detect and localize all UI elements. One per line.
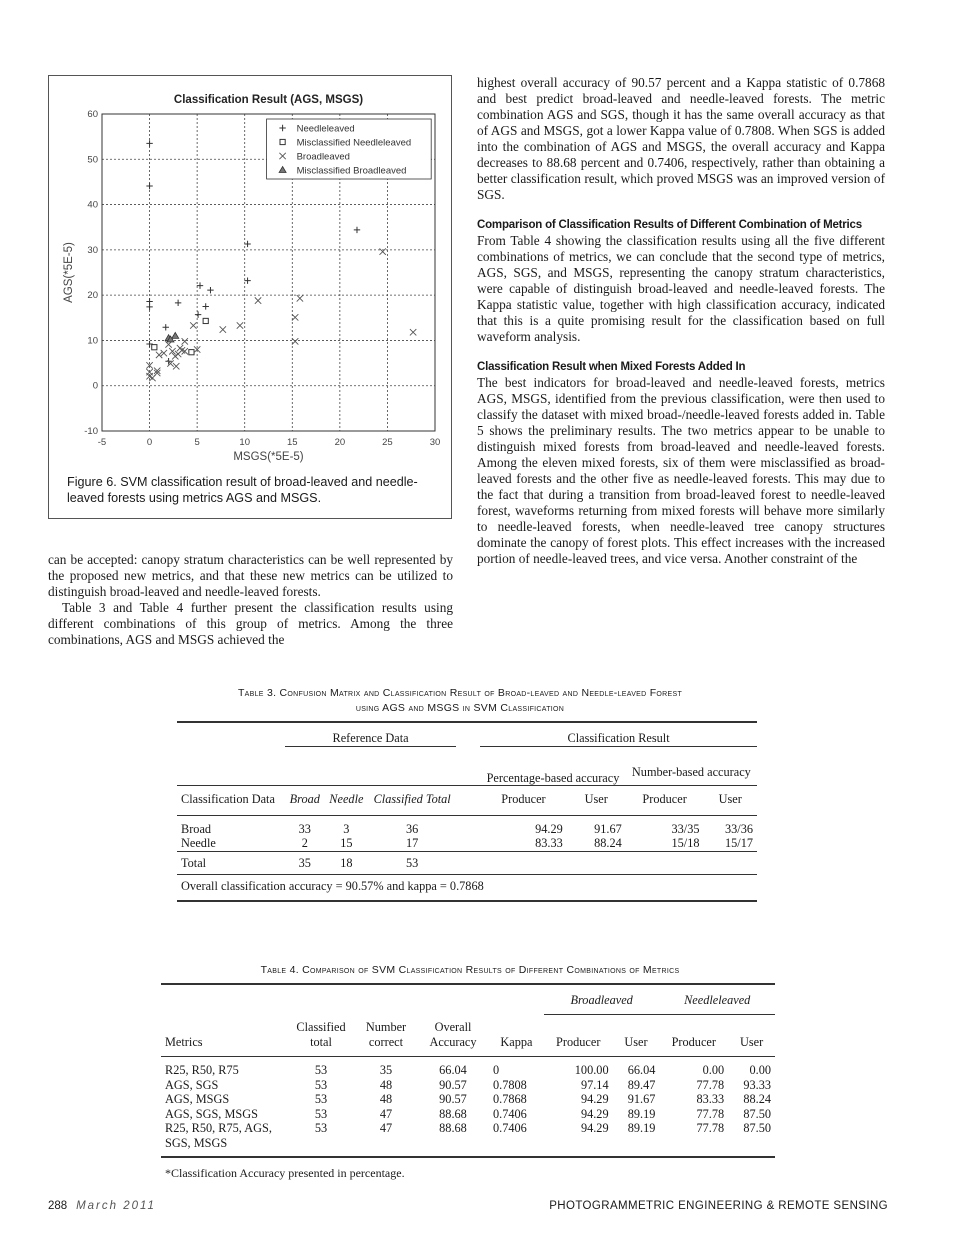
- data-point-needleleaved: [146, 304, 152, 310]
- table4-caption: Table 4. Comparison of SVM Classification Results of Different Combinations of Metrics: [260, 964, 680, 976]
- table-cell: 83.33: [696, 1092, 725, 1106]
- spacer: [456, 786, 480, 816]
- column-header: User: [624, 1034, 648, 1049]
- table-cell: 90.57: [439, 1092, 467, 1106]
- legend-label: Broadleaved: [296, 151, 350, 163]
- table-cell: 53: [314, 1106, 328, 1121]
- table-cell: 100.00: [574, 1063, 609, 1077]
- table-row: [161, 1078, 775, 1093]
- column-header: User: [584, 792, 608, 806]
- data-point-needleleaved: [163, 324, 169, 330]
- column-header: Overall Accuracy: [429, 1020, 477, 1049]
- table-subheader-row: [177, 746, 757, 786]
- table-cell: AGS, MSGS: [165, 1092, 230, 1106]
- table-cell: 53: [406, 855, 419, 870]
- scatter-plot: [49, 76, 451, 471]
- data-point-misclassified-needleleaved: [189, 350, 194, 355]
- table3: [177, 721, 757, 902]
- y-tick-label: 40: [87, 199, 98, 211]
- table-cell: 36: [406, 821, 419, 836]
- table-cell: 0.00: [749, 1063, 771, 1077]
- column-header: User: [739, 1034, 764, 1049]
- x-tick-label: 30: [429, 437, 441, 448]
- y-tick-label: 30: [87, 244, 98, 256]
- column-header: Kappa: [500, 1034, 533, 1049]
- table-cell: 53: [314, 1092, 328, 1106]
- x-tick-label: 25: [382, 437, 393, 448]
- spacer: [177, 746, 285, 786]
- table-cell: 0.7868: [493, 1092, 527, 1106]
- column-header: Producer: [556, 1034, 601, 1049]
- group-header-reference: Reference Data: [332, 731, 409, 745]
- figure-label: Figure 6.: [67, 475, 117, 489]
- table-cell: 53: [314, 1121, 328, 1135]
- figure-6: [48, 75, 452, 519]
- table-cell: 53: [314, 1077, 328, 1092]
- table-row: [177, 836, 757, 851]
- data-point-broadleaved: [237, 322, 243, 328]
- table-row: [161, 1121, 775, 1157]
- table-cell: 48: [379, 1077, 393, 1092]
- table-footnote: *Classification Accuracy presented in percentage.: [165, 1166, 405, 1180]
- paragraph: can be accepted: canopy stratum characteristics can be well represented by the proposed new metrics, and that these new metrics can be utilized to distinguish broad-leaved and needle-leaved forests.: [48, 552, 453, 599]
- issue-date: March 2011: [76, 1200, 156, 1212]
- table-cell: 15: [340, 836, 353, 850]
- y-axis-label: AGS(*5E-5): [63, 242, 75, 303]
- spacer: [456, 815, 480, 836]
- spacer: [161, 984, 544, 1014]
- column-header: Producer: [642, 792, 687, 806]
- table-cell: 87.50: [743, 1121, 771, 1135]
- column-header: User: [718, 792, 742, 806]
- section-heading: Comparison of Classification Results of Different Combination of Metrics: [477, 219, 862, 231]
- x-axis-label: MSGS(*5E-5): [233, 451, 304, 463]
- subheader-percentage: Percentage-based accuracy: [480, 746, 626, 786]
- table-cell: Needle: [181, 836, 216, 850]
- table-row: [161, 1057, 775, 1078]
- table-cell: 66.04: [439, 1063, 467, 1077]
- data-point-broadleaved: [190, 322, 196, 328]
- legend-label: Misclassified Needleleaved: [296, 137, 412, 149]
- paragraph: The best indicators for broad-leaved and needle-leaved forests, metrics AGS, MSGS, identified from the previous classification, were then used to classify the dataset with mixed broad-/needle-leaved forests added in. Table 5 shows the preliminary results. The two metrics appear to be unable to distinguish mixed forests from broad-leaved and needle-leaved forests. Among the eleven mixed forests, six of them were misclassified as broad-leaved forests and the other five as needle-leaved forests. This may due to the fact that during a transition from broad-leaved forest to needle-leaved forest, waveforms returning from mixed forests will behave more similarly to needle-leaved forests, when needle-leaved tree canopy structures dominate the canopy of forest plots. This effect increases with the increased portion of needle-leaved trees, and vice versa. Another constraint of the: [477, 375, 885, 566]
- paragraph: Table 3 and Table 4 further present the classification results using different combinations of this group of metrics. Among the three combinations, AGS and MSGS achieved the: [48, 600, 453, 647]
- table-row: [161, 1107, 775, 1122]
- table-cell: 0: [493, 1063, 500, 1077]
- table-cell: 89.47: [627, 1077, 656, 1092]
- paragraph: highest overall accuracy of 90.57 percent and a Kappa statistic of 0.7868 and best predict broad-leaved and needle-leaved forests. The metric combination AGS and SGS, though it has the same overall accuracy as that of AGS and MSGS, got a lower Kappa value of 0.7808. When SGS is added into the combination of AGS and MSGS, the overall accuracy and Kappa decreases to 88.68 percent and 0.7406, respectively, rather than obtaining a better classification result, which proved MSGS was an improved version of SGS.: [477, 75, 885, 202]
- x-tick-label: 20: [334, 437, 346, 448]
- table-cell: 91.67: [594, 821, 622, 836]
- data-point-needleleaved: [203, 303, 209, 309]
- data-point-broadleaved: [292, 314, 298, 320]
- table-cell: 0.7406: [493, 1106, 527, 1121]
- y-tick-label: -10: [84, 426, 98, 437]
- table-cell: 47: [379, 1106, 393, 1121]
- table-cell: AGS, SGS, MSGS: [165, 1106, 258, 1121]
- table4: [161, 983, 775, 1181]
- table-cell: 94.29: [580, 1121, 609, 1135]
- table-cell: 94.29: [580, 1106, 609, 1121]
- table-footnote-row: [161, 1157, 775, 1181]
- y-tick-label: 10: [87, 335, 98, 347]
- table-cell: 53: [314, 1063, 328, 1077]
- table-cell: 15/18: [671, 836, 700, 850]
- data-point-broadleaved: [410, 329, 416, 335]
- table-cell: 77.78: [696, 1121, 725, 1135]
- table-cell: 33/36: [724, 821, 753, 836]
- table-cell: 33/35: [671, 821, 700, 836]
- table-cell: 77.78: [696, 1077, 725, 1092]
- data-point-needleleaved: [354, 227, 360, 233]
- spacer: [456, 722, 480, 746]
- table-cell: 33: [298, 821, 311, 836]
- column-header: Number correct: [365, 1020, 407, 1049]
- figure-caption-text: SVM classification result of broad-leaved and needle-leaved forests using metrics AGS and MSGS.: [67, 475, 418, 505]
- table-footer-row: [177, 875, 757, 901]
- data-point-needleleaved: [244, 241, 250, 247]
- x-tick-label: 15: [286, 437, 298, 448]
- column-header: Producer: [501, 792, 546, 806]
- y-tick-label: 60: [87, 109, 98, 120]
- x-tick-label: -5: [97, 437, 107, 448]
- table-column-header-row: [177, 786, 757, 816]
- group-header-broadleaved: Broadleaved: [544, 984, 660, 1014]
- table-cell: 48: [379, 1092, 393, 1106]
- column-header: Classification Data: [181, 792, 275, 806]
- table-cell: 93.33: [743, 1077, 771, 1092]
- table-cell: 35: [298, 855, 311, 870]
- table-cell: 3: [343, 821, 350, 836]
- table-cell: 87.50: [743, 1106, 771, 1121]
- paragraph: From Table 4 showing the classification results using all the five different combinations of metrics, we can conclude that the second type of metrics, AGS, SGS, and MSGS, representing the canopy stratum characteristics, were capable of distinguish broad-leaved and needle-leaved forests. The Kappa statistic value, together with high classification accuracy, indicated that this is a quite promising result for the classification based on full waveform analysis.: [477, 233, 885, 344]
- figure-caption: [67, 474, 437, 506]
- table-cell: R25, R50, R75, AGS, SGS, MSGS: [165, 1121, 272, 1150]
- table-cell: 88.68: [439, 1106, 467, 1121]
- table3-caption-line: Table 3. Confusion Matrix and Classification Result of Broad-leaved and Needle-leaved Forest: [237, 687, 683, 699]
- column-header: Broad: [289, 792, 320, 806]
- underline: [285, 746, 456, 786]
- table-cell: 88.68: [439, 1121, 467, 1135]
- journal-name: PHOTOGRAMMETRIC ENGINEERING & REMOTE SENSING: [549, 1200, 888, 1212]
- data-point-needleleaved: [175, 300, 181, 306]
- data-point-broadleaved: [255, 297, 261, 303]
- left-column: [48, 552, 453, 648]
- section-heading: Classification Result when Mixed Forests Added In: [477, 361, 746, 373]
- right-column: [477, 75, 885, 567]
- spacer: [456, 836, 480, 851]
- table-cell: 0.7808: [493, 1077, 527, 1092]
- table-cell: 89.19: [627, 1121, 656, 1135]
- chart-title: Classification Result (AGS, MSGS): [173, 94, 364, 106]
- data-point-needleleaved: [207, 287, 213, 293]
- table-cell: R25, R50, R75: [165, 1063, 239, 1077]
- column-header: Classified Total: [373, 792, 451, 806]
- subheader-number: Number-based accuracy: [626, 746, 757, 786]
- column-header: Producer: [671, 1034, 716, 1049]
- table-total-row: [177, 851, 757, 875]
- data-point-misclassified-broadleaved: [172, 332, 179, 338]
- table-cell: 89.19: [627, 1106, 656, 1121]
- table-cell: 97.14: [580, 1077, 609, 1092]
- table-cell: 15/17: [724, 836, 753, 850]
- data-point-needleleaved: [197, 282, 203, 288]
- table-cell: 91.67: [627, 1092, 656, 1106]
- y-tick-label: 0: [92, 380, 98, 392]
- table-cell: Broad: [181, 821, 212, 836]
- overall-accuracy-note: Overall classification accuracy = 90.57% and kappa = 0.7868: [181, 879, 484, 893]
- table-cell: 2: [301, 836, 308, 850]
- group-header-result: Classification Result: [567, 731, 670, 745]
- group-header-needleleaved: Needleleaved: [659, 984, 775, 1014]
- column-header: Classified total: [296, 1020, 346, 1049]
- table-row: [177, 815, 757, 836]
- data-point-needleleaved: [146, 140, 152, 146]
- data-point-needleleaved: [146, 183, 152, 189]
- table-cell: 90.57: [439, 1077, 467, 1092]
- table-row: [161, 1092, 775, 1107]
- table-cell: Total: [181, 855, 207, 870]
- table-cell: 77.78: [696, 1106, 725, 1121]
- data-point-broadleaved: [379, 248, 385, 254]
- table-cell: 88.24: [743, 1092, 771, 1106]
- spacer: [456, 851, 757, 875]
- table3-caption-line: using AGS and MSGS in SVM Classification: [355, 702, 565, 714]
- data-point-broadleaved: [297, 295, 303, 301]
- data-point-misclassified-needleleaved: [203, 318, 208, 323]
- y-tick-label: 20: [87, 290, 98, 302]
- table-cell: 0.7406: [493, 1121, 527, 1135]
- table-cell: 83.33: [535, 836, 563, 850]
- spacer: [456, 746, 480, 786]
- table-cell: 88.24: [594, 836, 622, 850]
- page-number: 288: [48, 1200, 68, 1212]
- table-cell: 18: [340, 855, 353, 870]
- data-point-broadleaved: [161, 350, 167, 356]
- data-point-needleleaved: [195, 311, 201, 317]
- table-cell: 66.04: [627, 1063, 656, 1077]
- data-point-needleleaved: [244, 277, 250, 283]
- table-cell: AGS, SGS: [165, 1077, 219, 1092]
- table-cell: 47: [379, 1121, 393, 1135]
- x-tick-label: 10: [239, 437, 251, 448]
- y-tick-label: 50: [87, 154, 98, 166]
- table-cell: 17: [406, 836, 419, 850]
- data-point-broadleaved: [156, 352, 162, 358]
- x-tick-label: 5: [194, 437, 200, 448]
- table-column-header-row: [161, 1014, 775, 1057]
- table-cell: 94.29: [535, 821, 563, 836]
- legend-label: Misclassified Broadleaved: [296, 165, 407, 177]
- data-point-misclassified-needleleaved: [152, 345, 157, 350]
- data-point-broadleaved: [182, 338, 188, 344]
- data-point-broadleaved: [173, 363, 179, 369]
- table-cell: 35: [379, 1063, 393, 1077]
- column-header: Needle: [329, 792, 364, 806]
- x-tick-label: 0: [146, 437, 153, 448]
- data-point-broadleaved: [292, 338, 298, 344]
- data-point-broadleaved: [220, 326, 226, 332]
- table-cell: 0.00: [702, 1063, 725, 1077]
- column-header: Metrics: [165, 1034, 203, 1049]
- legend-label: Needleleaved: [296, 123, 355, 135]
- table-header-row: [177, 722, 757, 746]
- table3-caption: [160, 686, 760, 716]
- table-cell: 94.29: [580, 1092, 609, 1106]
- table-group-row: [161, 984, 775, 1014]
- spacer: [177, 722, 285, 746]
- page-footer-left: [48, 1200, 156, 1212]
